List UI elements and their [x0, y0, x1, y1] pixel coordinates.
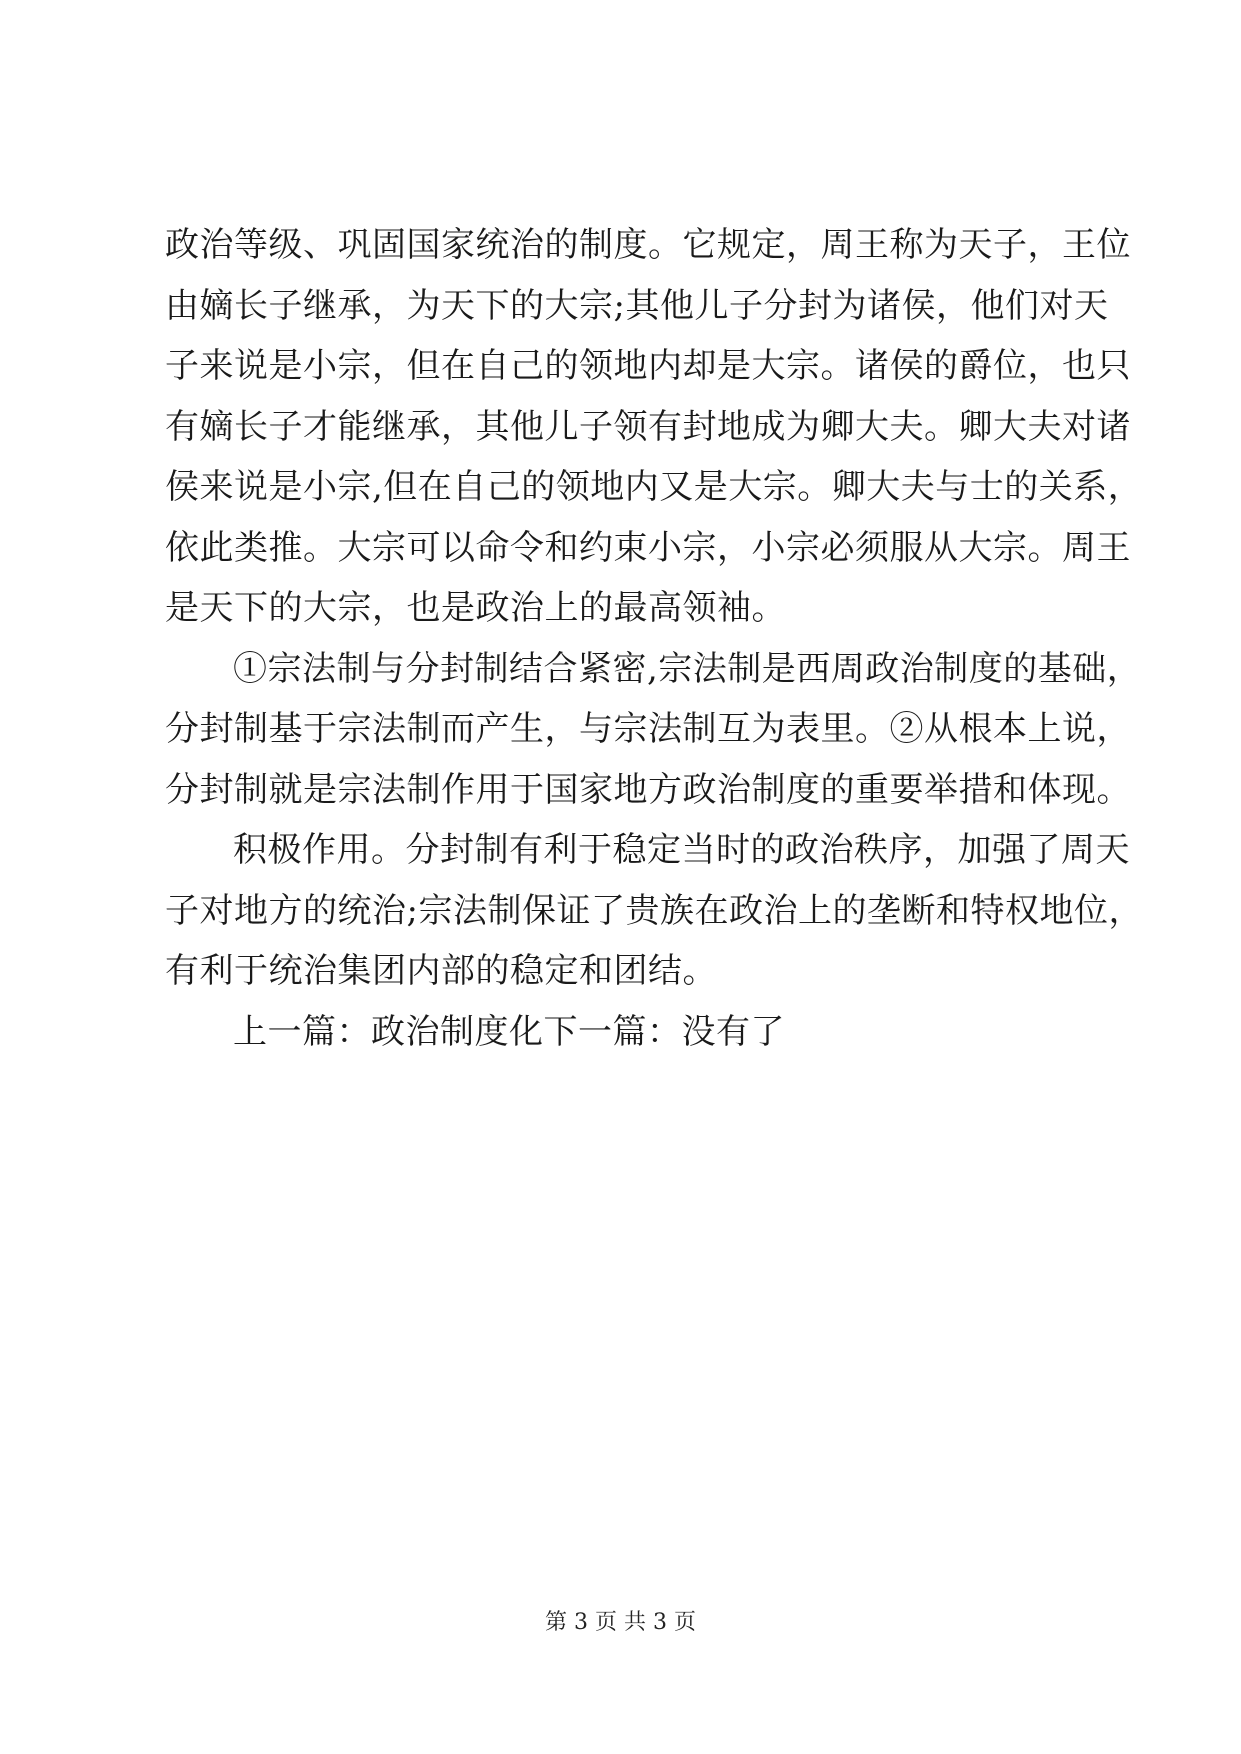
text-line: 分封制基于宗法制而产生，与宗法制互为表里。②从根本上说，	[165, 709, 1131, 749]
text-line: 由嫡长子继承，为天下的大宗;其他儿子分封为诸侯，他们对天	[165, 285, 1109, 326]
text-line: 侯来说是小宗,但在自己的领地内又是大宗。卿大夫与士的关系，	[165, 467, 1143, 507]
paragraph-navigation	[165, 1011, 1085, 1052]
paragraph-zongfa-definition	[165, 225, 1143, 628]
text-line: 依此类推。大宗可以命令和约束小宗，小宗必须服从大宗。周王	[165, 527, 1131, 568]
prev-next-navigation-text: 上一篇：政治制度化下一篇：没有了	[233, 1011, 785, 1052]
text-line: 有利于统治集团内部的稳定和团结。	[165, 951, 717, 991]
text-line: 分封制就是宗法制作用于国家地方政治制度的重要举措和体现。	[165, 769, 1131, 810]
text-line: ①宗法制与分封制结合紧密,宗法制是西周政治制度的基础，	[233, 648, 1142, 689]
text-line: 有嫡长子才能继承，其他儿子领有封地成为卿大夫。卿大夫对诸	[165, 406, 1131, 447]
text-line: 子来说是小宗，但在自己的领地内却是大宗。诸侯的爵位，也只	[165, 346, 1131, 386]
text-line: 是天下的大宗，也是政治上的最高领袖。	[165, 588, 786, 628]
text-line: 积极作用。分封制有利于稳定当时的政治秩序，加强了周天	[233, 830, 1130, 870]
document-body	[165, 225, 1143, 1075]
paragraph-positive-effect	[165, 830, 1143, 991]
paragraph-relationship	[165, 648, 1142, 810]
text-line: 政治等级、巩固国家统治的制度。它规定，周王称为天子，王位	[165, 225, 1131, 265]
text-line: 子对地方的统治;宗法制保证了贵族在政治上的垄断和特权地位，	[165, 890, 1143, 931]
page-number-footer: 第 3 页 共 3 页	[545, 1610, 696, 1635]
